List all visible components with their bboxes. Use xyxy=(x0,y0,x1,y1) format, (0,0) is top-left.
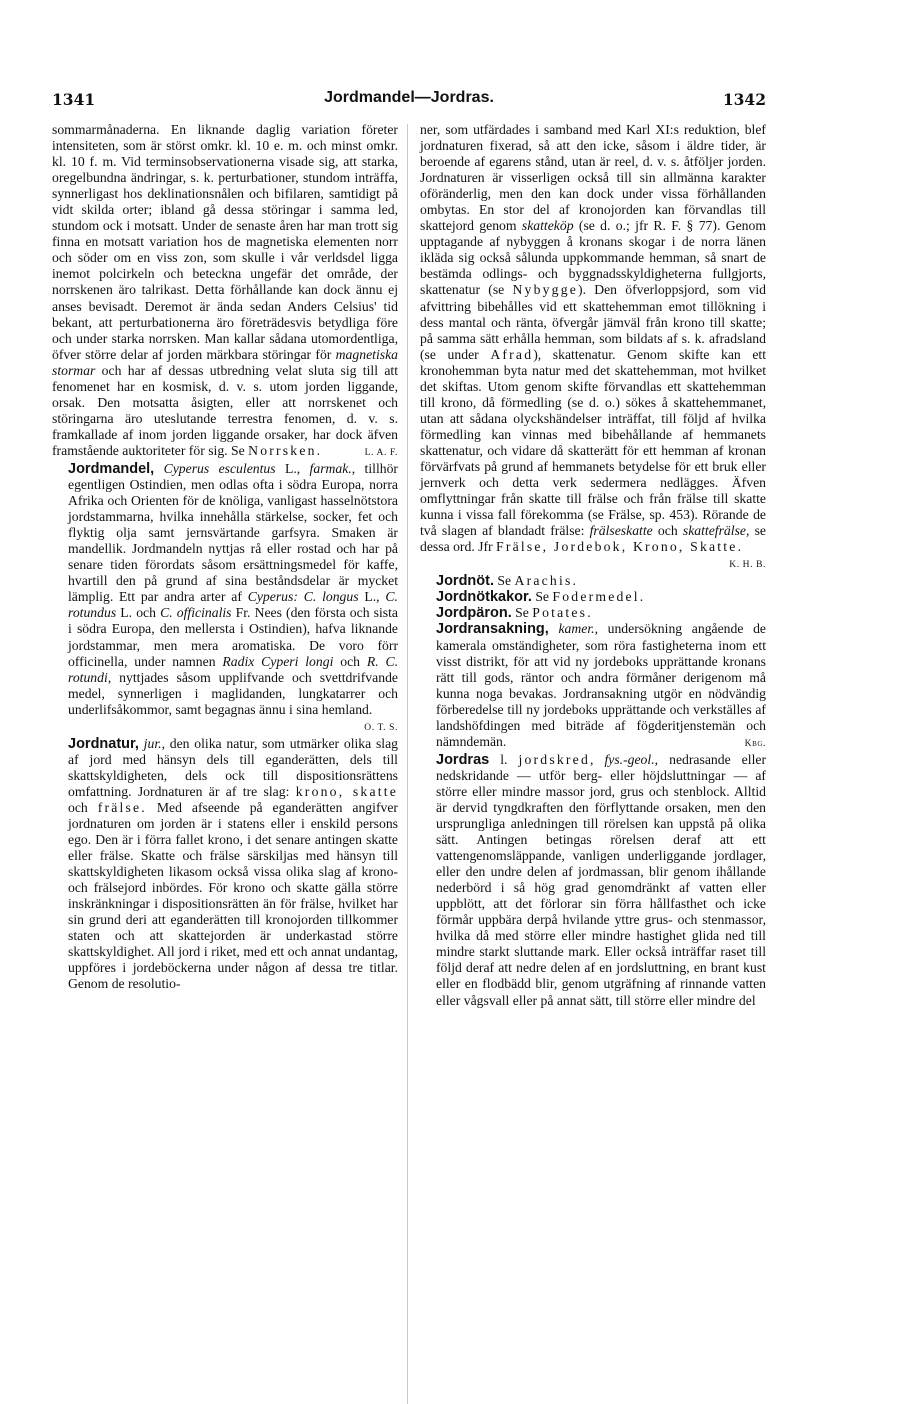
headword: Jordpäron. xyxy=(436,605,512,622)
author-signature: L. A. F. xyxy=(364,447,398,458)
entry-jordnot: Jordnöt. Se Arachis. xyxy=(436,573,579,590)
left-column xyxy=(52,122,398,993)
headword: Jordnöt. xyxy=(436,573,494,590)
entry-jordransakning: Jordransakning, kamer., undersökning angående de kamerala omständigheter, som röra fastigheterna inom ett visst distrikt, för att vid ny jordeboks upprättande kronans rätt till gods, räntor och andra förmåner derigenom må kunna noga bevakas. Jordransakning utgör en nödvändig förberedelse till ny jordeboks upprättande och verkställes af landshöfdingen med biträde af fögderitjenstemän och nämndemän. Kbg. xyxy=(420,621,766,751)
entry-jordnotkakor: Jordnötkakor. Se Fodermedel. xyxy=(436,589,646,606)
headword: Jordransakning, xyxy=(436,621,549,638)
author-signature: K. H. B. xyxy=(729,560,766,571)
entry-jordmandel: Jordmandel, Cyperus esculentus L., farmak., tillhör egentligen Ostindien, men odlas ofta i södra Europa, norra Afrika och Orienten för de knöliga, vanligast hasselnötstora jordstammarna, hvilka innehålla stärkelse, socker, fet och flyktig olja samt jernsvärtande garfsyra. Smaken är mandellik. Jordmandeln nyttjas rå eller rostad och har på senare tiden förordats såsom ersättningsmedel för kaffe, hvartill den på grund af sina beståndsdelar är mycket lämplig. Ett par andra arter af Cyperus: C. longus L., C. rotundus L. och C. officinalis Fr. Nees (den första och sista i södra Europa, den mellersta i Ostindien), hafva liknande jordstammar, men mera aromatiska. De voro förr officinella, under namnen Radix Cyperi longi och R. C. rotundi, nyttjades såsom upplifvande och svettdrifvande medel, synnerligen i maglidanden, lungkatarrer och underlifsåkommor, samt begagnas ännu i sina hemland. O. T. S. xyxy=(52,461,398,736)
headword: Jordmandel, xyxy=(68,460,155,477)
left-page-number: 1341 xyxy=(52,90,96,109)
cross-reference: Arachis. xyxy=(514,573,579,589)
cross-reference: Afrad xyxy=(490,346,534,362)
entry-jordnatur: Jordnatur, jur., den olika natur, som utmärker olika slag af jord med hänsyn dels till eganderätten, dels till skattskyldigheten, dels ock till dispositionsrättens omfattning. Jordnaturen är af tre slag: krono, skatte och frälse. Med afseende på eganderätten angifver jordnaturen om jorden är i statens eller i enskild persons ego. Den är i förra fallet krono, i det senare antingen skatte eller frälse. Skatte och frälse särskiljas med hänsyn till skattskyldigheten likasom också vissa olika slag af krono- och frälsejord inbördes. För krono och skatte gälla större inskränkningar i dispositionsrätten än för frälse, hvilket har sin grund deri att eganderätten till kronojorden tillkommer staten och att skattejorden är underkastad större skattskyldighet. All jord i riket, med ett och annat undantag, uppföres i jordeböckerna under någon af dessa tre titlar. Genom de resolutio- xyxy=(68,735,399,992)
author-signature: Kbg. xyxy=(744,738,766,749)
headword: Jordnötkakor. xyxy=(436,589,532,606)
right-page-number: 1342 xyxy=(722,90,766,109)
page-header xyxy=(52,90,766,110)
cross-reference: Fodermedel. xyxy=(552,589,646,605)
cross-reference: Nybygge xyxy=(512,282,579,298)
author-signature: O. T. S. xyxy=(364,722,398,733)
continued-paragraph: ner, som utfärdades i samband med Karl XI:s reduktion, blef jordnaturen fixerad, så att den icke, såsom i äldre tider, är beroende af egarens stånd, utan är reel, d. v. s. åtföljer jorden. Jordnaturen är visserligen också till sin allmänna karakter oföränderlig, men den kan dock under vissa förhållanden ombytas. En stor del af kronojorden kan förvandlas till skattejord genom skatteköp (se d. o.; jfr R. F. § 77). Genom upptagande af nybyggen å kronans skogar i de norra länen ikläda sig också sålunda uppkommande hemman, så snart de bestämda odlings- och byggnadsskyldigheterna fullgjorts, skattenatur (se Nybygge). Den öfverloppsjord, som vid afvittring bibehålles vid ett skattehemman emot tillökning i dess mantal och ränta, öfvergår jämväl från krono till skatte; på samma sätt erhålla hemman, som bildats af s. k. afradsland (se under Afrad), skattenatur. Genom skifte kan ett kronohemman byta natur med det skattehemman, mot hvilket det skiftas. Utom genom skifte förvandlas ett skattehemman till krono, då förmedling (se d. o.) sökes å skattehemmanet, utan att sådana olyckshändelser inträffat, till följd af hvilka förmedling kan vinnas med bibehållande af hemmanets skattenatur, och vidare då skatterätt för ett hemman af kronan förvärfvats på grund af hemmanets betydelse för ett bruk eller jernverk och detta verk sedermera nedlägges. Äfven omflyttningar från skatte till frälse och från frälse till skatte kunna i vissa fall förekomma (se Frälse, sp. 453). Rörande de två slagen af blandadt frälse: frälseskatte och skattefrälse, se dessa ord. Jfr Frälse, Jordebok, Krono, Skatte. K. H. B. xyxy=(420,122,766,573)
right-column xyxy=(420,122,766,1009)
cross-reference: Potates. xyxy=(532,605,593,621)
headword: Jordnatur, xyxy=(68,735,139,752)
continued-paragraph: sommarmånaderna. En liknande daglig variation företer intensiteten, som är störst omkr. kl. 10 e. m. och minst omkr. kl. 10 f. m. Vid terminsobservationerna visade sig, att starka, oregelbundna ändringar, s. k. perturbationer, stundom inträffa, synnerligast hos deklinationsnålen och bifilaren, samtidigt på vidt skilda orter; ibland gå dessa störingar i samma led, stundom ock i motsatt. Under de senaste åren har man trott sig finna en motsatt variation hos de magnetiska elementen norr och söder om en viss zon, som skulle i vår verldsdel ligga inemot polcirkeln och beteckna ungefär det område, der norrskenen äro talrikast. Detta förhållande kan dock ännu ej anses bevisadt. Deremot är ända sedan Anders Celsius' tid bekant, att perturbationerna äro företrädesvis betydliga före och under starka norrsken. Man kallar sådana utomordentliga, öfver större delar af jorden märkbara störingar för magnetiska stormar och har af dessas utbredning velat sluta sig till att fenomenet har en kosmisk, d. v. s. utom jorden liggande, orsak. Den motsatta åsigten, eller att norrskenet och störingarna äro uteslutande terrestra fenomen, d. v. s. framkallade af inom jorden liggande orsaker, har dock äfven framstående auktoriteter för sig. Se Norrsken. L. A. F. xyxy=(52,122,398,461)
cross-reference: Norrsken. xyxy=(248,442,323,458)
cross-reference: Frälse, Jordebok, Krono, Skatte. xyxy=(496,539,744,555)
entry-jordparon: Jordpäron. Se Potates. xyxy=(436,605,593,622)
column-divider xyxy=(407,124,408,1404)
headword: Jordras xyxy=(436,751,490,768)
running-title: Jordmandel—Jordras. xyxy=(324,89,494,106)
entry-jordras: Jordras l. jordskred, fys.-geol., nedrasande eller nedskridande — utför berg- eller höjdsluttningar — af större eller mindre massor jord, grus och stenblock. Alltid är dervid tyngdkraften den förflyttande orsaken, men den ursprungliga anledningen till rörelsen kan uppstå på olika sätt. Antingen betingas rörelsen deraf att ett vattengenomsläppande, vanligen underliggande jordlager, eller den undre delen af jordmassan, blir genom ihållande nederbörd i så hög grad genomdränkt af vatten eller uppblött, att det förlorar sin förra hållfasthet och icke förmår uppbära derpå hvilande yttre grus- och stenmassor, hvilka då med större eller mindre hastighet glida ned till mindre starkt sluttande mark. Eller också inträffar raset till följd deraf att nedre delen af en jordsluttning, en brant kust eller en flodbädd blir, genom utgräfning af rinnande vatten eller vågsvall eller på annat sätt, till större eller mindre del xyxy=(436,751,766,1008)
